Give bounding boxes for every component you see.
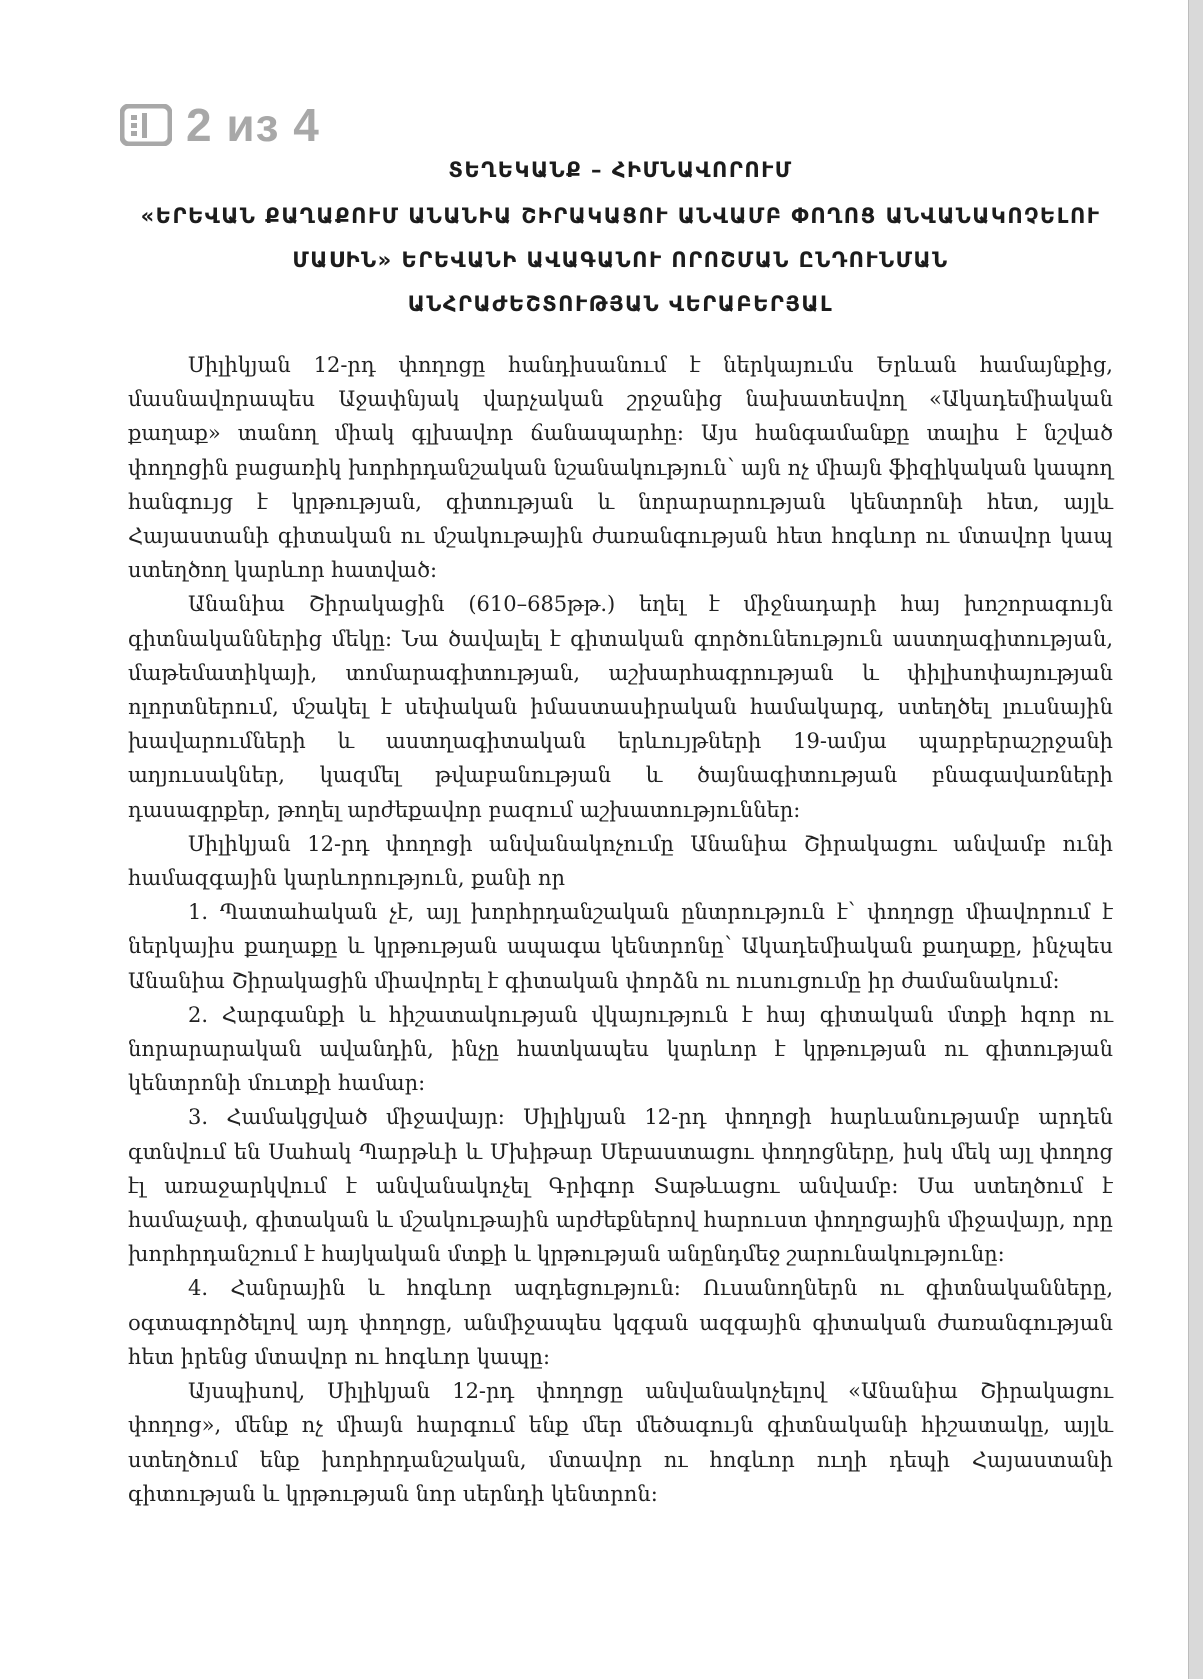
document-title: ՏԵՂԵԿԱՆՔ – ՀԻՄՆԱՎՈՐՈՒՄ bbox=[448, 158, 793, 182]
list-item-2: 2. Հարգանքի և հիշատակության վկայություն է հայ գիտական մտքի հզոր ու նորարարական ավանդին, ինչը հատկապես կարևոր է կրթության ու գիտության կենտրոնի մուտքի համար: bbox=[128, 1002, 1113, 1096]
paragraph-biography: Անանիա Շիրակացին (610–685թթ.) եղել է միջնադարի հայ խոշորագույն գիտնականներից մեկը: Նա ծավալել է գիտական գործունեություն աստղագիտության, մաթեմատիկայի, տոմարագիտության, աշխարհագրության և փիլիսոփայության ոլորտներում, մշակել է սեփական իմաստասիրական համակարգ, ստեղծել լուսնային խավարումների և աստղագիտական երևույթների 19-ամյա պարբերաշրջանի աղյուսակներ, կազմել թվաբանության և ծայնագիտության բնագավառների դասագրքեր, թողել արժեքավոր բազում աշխատություններ: bbox=[128, 592, 1113, 822]
document-subtitle-line-3: ԱՆՀՐԱԺԵՇՏՈՒԹՅԱՆ ՎԵՐԱԲԵՐՅԱԼ bbox=[407, 292, 834, 316]
list-item-3: 3. Համակցված միջավայր: Սիլիկյան 12-րդ փողոցի հարևանությամբ արդեն գտնվում են Սահակ Պարթևի և Մխիթար Սեբաստացու փողոցները, իսկ մեկ այլ փողոց էլ առաջարկվում է անվանակոչել Գրիգոր Տաթևացու անվամբ: Սա ստեղծում է համաչափ, գիտական և մշակութային արժեքներով հարուստ փողոցային միջավայր, որը խորհրդանշում է հայկական մտքի և կրթության անընդմեջ շարունակությունը: bbox=[128, 1105, 1113, 1267]
page-list-icon bbox=[120, 104, 172, 146]
list-item-4: 4. Հանրային և հոգևոր ազդեցություն: Ուսանողներն ու գիտնականները, օգտագործելով այդ փողոցը, անմիջապես կզգան ազգային գիտական ժառանգության հետ իրենց մտավոր ու հոգևոր կապը: bbox=[128, 1276, 1113, 1369]
paragraph-intro: Սիլիկյան 12-րդ փողոցը հանդիսանում է ներկայումս Երևան համայնքից, մասնավորապես Աջափնյակ վարչական շրջանից նախատեսվող «Ակադեմիական քաղաք» տանող միակ գլխավոր ճանապարհը: Այս հանգամանքը տալիս է նշված փողոցին բացառիկ խորհրդանշական նշանակություն՝ այն ոչ միայն ֆիզիկական կապող հանգույց է կրթության, գիտության և նորարարության կենտրոնի հետ, այլև Հայաստանի գիտական ու մշակութային ժառանգության հետ հոգևոր ու մտավոր կապ ստեղծող կարևոր հատված: bbox=[128, 353, 1113, 583]
document-body bbox=[128, 348, 1113, 1511]
paragraph-conclusion: Այսպիսով, Սիլիկյան 12-րդ փողոցը անվանակոչելով «Անանիա Շիրակացու փողոց», մենք ոչ միայն հարգում ենք մեր մեծագույն գիտնականի հիշատակը, այլև ստեղծում ենք խորհրդանշական, մտավոր ու հոգևոր ուղի դեպի Հայաստանի գիտության և կրթության նոր սերնդի կենտրոն: bbox=[128, 1379, 1113, 1506]
document-page bbox=[128, 148, 1113, 1511]
document-subtitle-line-1: «ԵՐԵՎԱՆ ՔԱՂԱՔՈՒՄ ԱՆԱՆԻԱ ՇԻՐԱԿԱՑՈՒ ԱՆՎԱՄԲ ՓՈՂՈՑ ԱՆՎԱՆԱԿՈՉԵԼՈՒ bbox=[140, 204, 1101, 228]
paragraph-importance: Սիլիկյան 12-րդ փողոցի անվանակոչումը Անանիա Շիրակացու անվամբ ունի համազգային կարևորություն, քանի որ bbox=[128, 831, 1113, 891]
page-counter-text: 2 из 4 bbox=[186, 99, 320, 151]
document-subtitle-line-2: ՄԱՍԻՆ» ԵՐԵՎԱՆԻ ԱՎԱԳԱՆՈՒ ՈՐՈՇՄԱՆ ԸՆԴՈՒՆՄԱՆ bbox=[292, 248, 949, 272]
page-edge-shadow bbox=[1188, 0, 1203, 1679]
list-item-1: 1. Պատահական չէ, այլ խորհրդանշական ընտրություն է՝ փողոցը միավորում է ներկայիս քաղաքը և կրթության ապագա կենտրոնը՝ Ակադեմիական քաղաքը, ինչպես Անանիա Շիրակացին միավորել է գիտական փորձն ու ուսուցումը իր ժամանակում: bbox=[128, 900, 1113, 993]
page-counter-badge bbox=[120, 98, 320, 152]
